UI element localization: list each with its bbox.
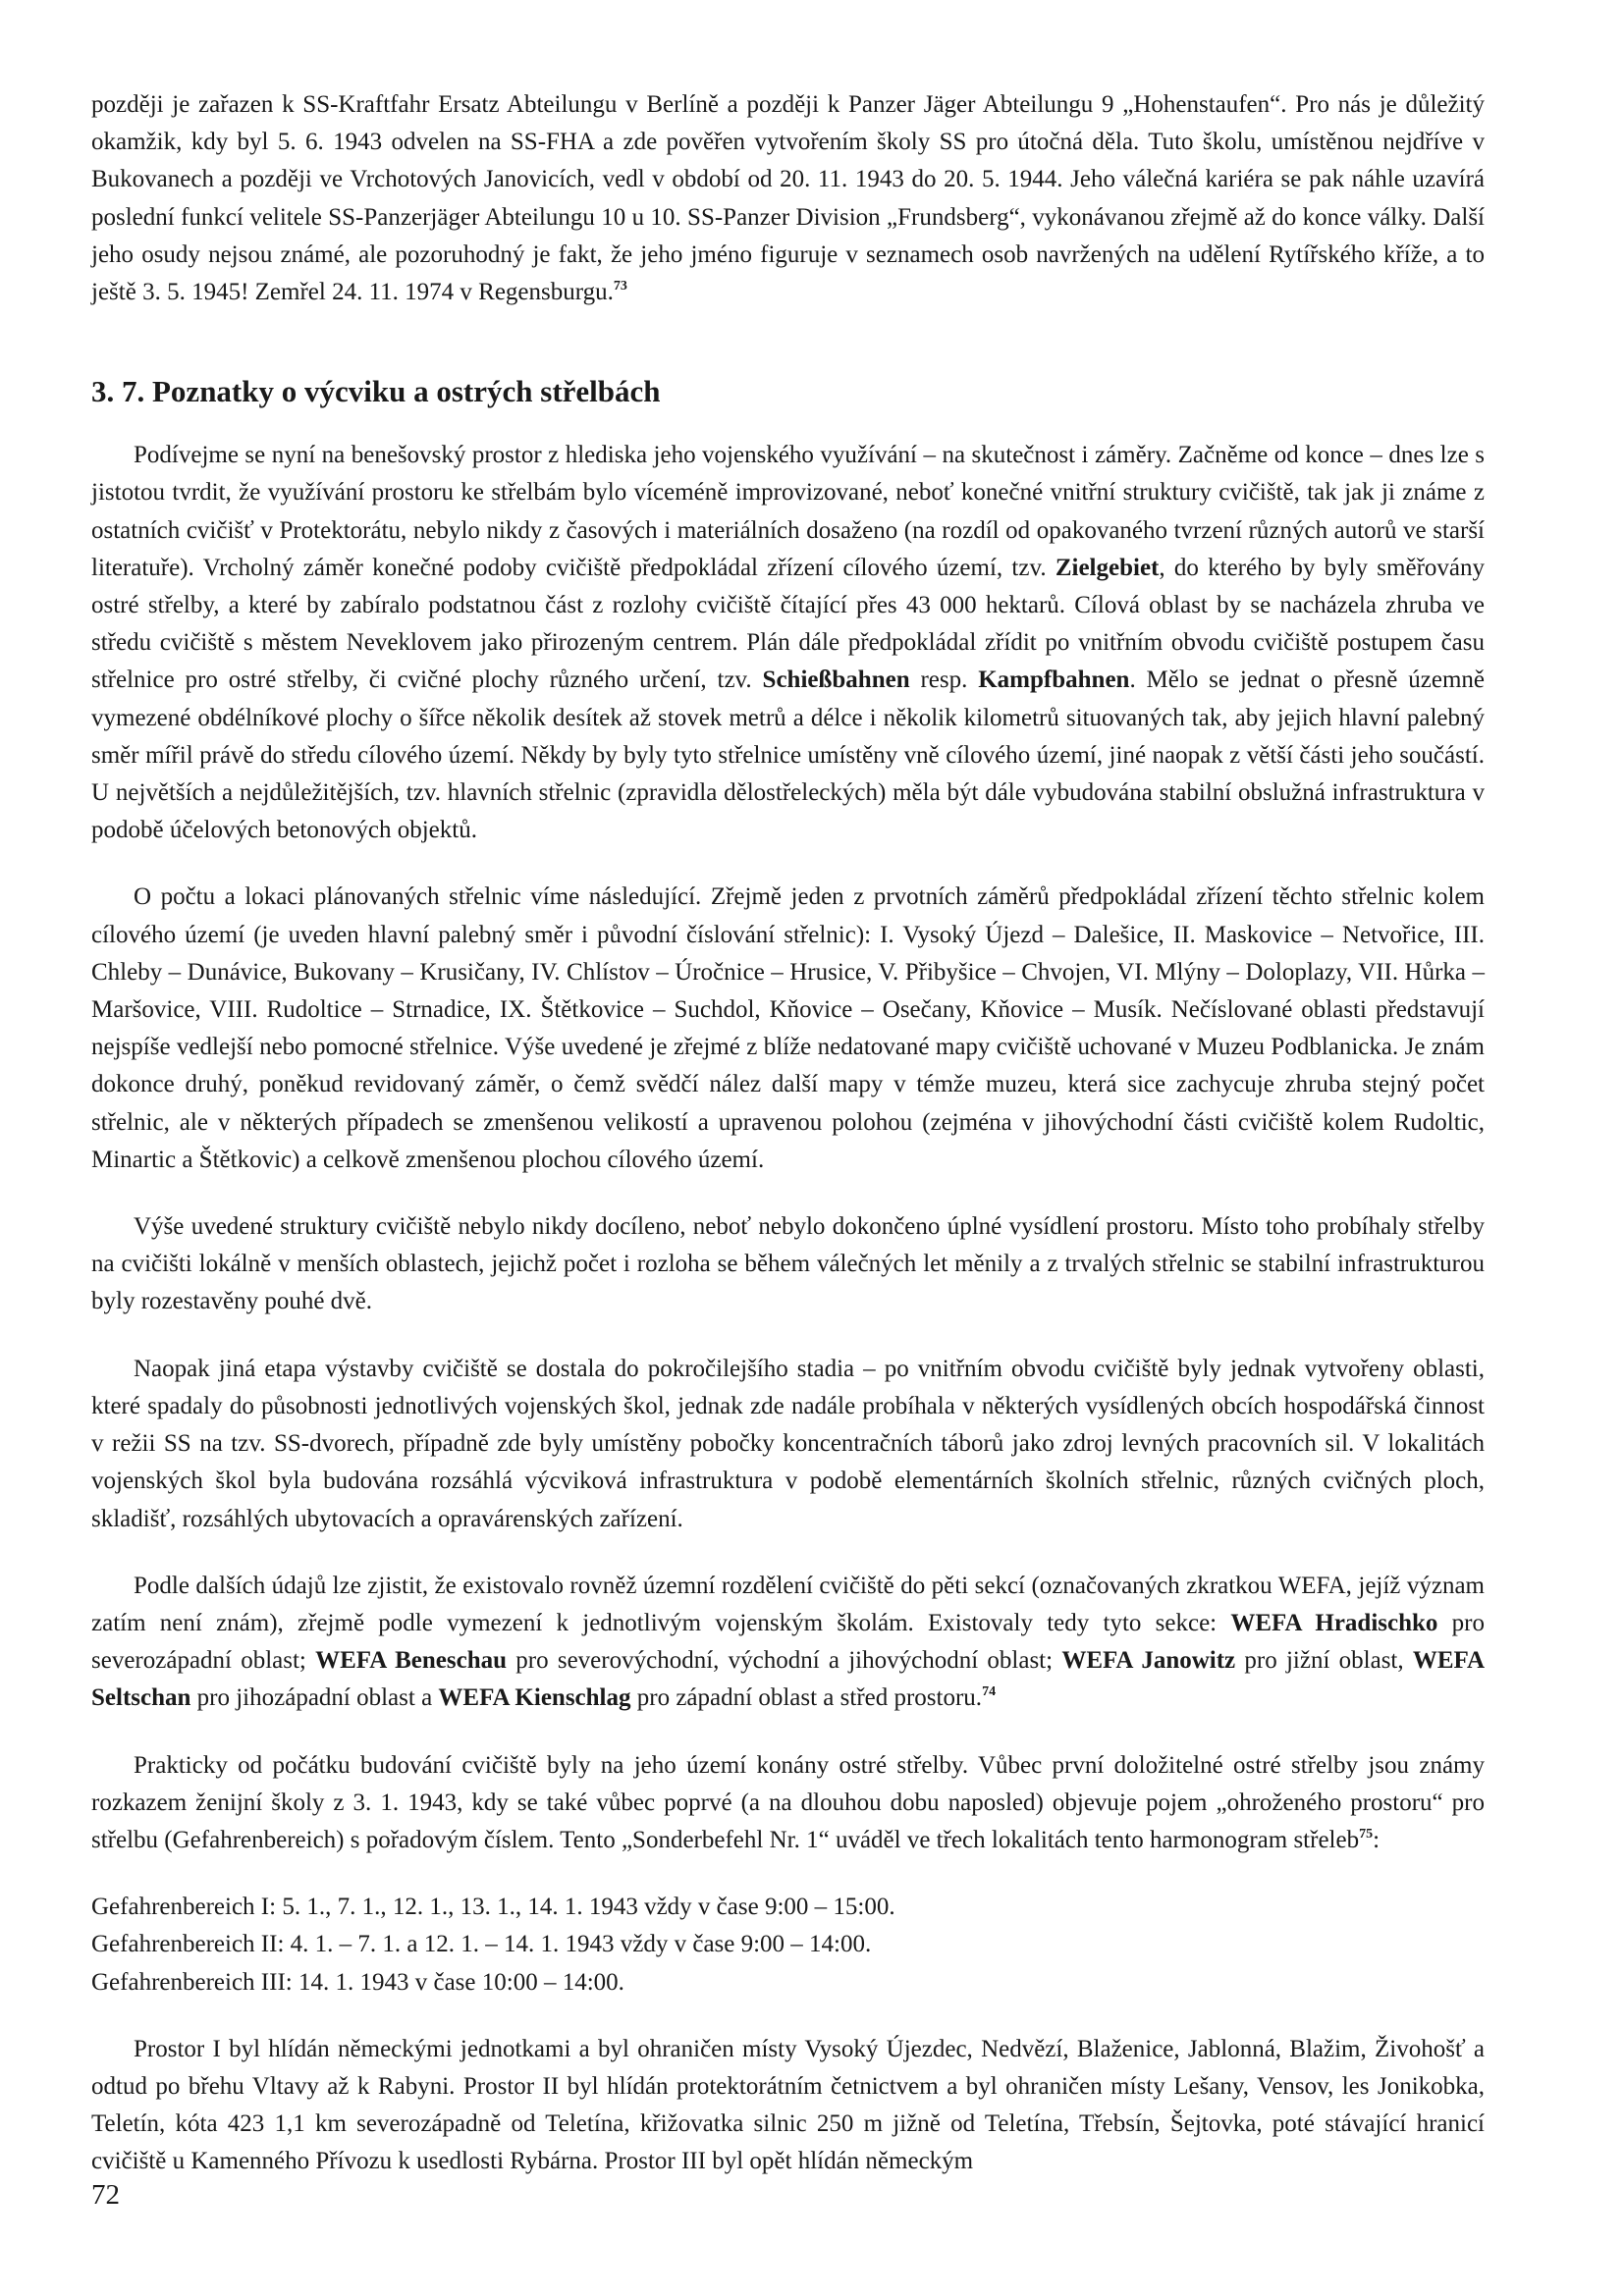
paragraph-spacer	[91, 849, 1485, 879]
footnote-ref[interactable]: 73	[613, 279, 627, 294]
term-schiessbahnen: Schießbahnen	[762, 667, 910, 694]
schedule-line: Gefahrenbereich III: 14. 1. 1943 v čase 10:00 – 14:00.	[91, 1968, 624, 1996]
paragraph-spacer	[91, 1538, 1485, 1568]
text-run: Prakticky od počátku budování cvičiště byly na jeho území konány ostré střelby. Vůbec první doložitelné ostré střelby jsou známy rozkazem ženijní školy z 3. 1. 1943, kdy se také vůbec poprvé (a na dlouhou dobu naposled) objevuje pojem „ohroženého prostoru“ pro střelbu (Gefahrenbereich) s pořadovým číslem. Tento „Sonderbefehl Nr. 1“ uváděl ve třech lokalitách tento harmonogram střeleb	[91, 1751, 1485, 1853]
term-zielgebiet: Zielgebiet	[1055, 554, 1160, 581]
schedule-line: Gefahrenbereich II: 4. 1. – 7. 1. a 12. 1. – 14. 1. 1943 vždy v čase 9:00 – 14:00.	[91, 1931, 872, 1958]
section-heading: 3. 7. Poznatky o výcviku a ostrých střelbách	[91, 374, 661, 409]
text-run: Podle dalších údajů lze zjistit, že existovalo rovněž územní rozdělení cvičiště do pěti sekcí (označovaných zkratkou WEFA, jejíž význam zatím není znám), zřejmě podle vymezení k jednotlivým vojenským školám. Existovaly tedy tyto sekce:	[91, 1572, 1485, 1636]
text-run: :	[1373, 1826, 1380, 1853]
text-run: pro severovýchodní, východní a jihovýchodní oblast;	[507, 1647, 1062, 1675]
text-run: Podívejme se nyní na benešovský prostor z hlediska jeho vojenského využívání – na skutečnost i záměry. Začněme od konce – dnes lze s jistotou tvrdit, že využívání prostoru ke střelbám bylo víceméně improvizované, neboť konečné vnitřní struktury cvičiště, tak jak ji známe z ostatních cvičišť v Protektorátu, nebylo nikdy z časových i materiálních dosaženo (na rozdíl od opakovaného tvrzení různých autorů ve starší literatuře). Vrcholný záměr konečné podoby cvičiště předpokládal zřízení cílového území, tzv.	[91, 442, 1485, 581]
text-run: pro jihozápadní oblast a	[190, 1684, 439, 1712]
footnote-ref[interactable]: 75	[1359, 1826, 1374, 1842]
intro-paragraph	[91, 86, 1485, 311]
paragraph-ranges: O počtu a lokaci plánovaných střelnic víme následující. Zřejmě jeden z prvotních záměrů předpokládal zřízení těchto střelnic kolem cílového území (je uveden hlavní palebný směr i původní číslování střelnic): I. Vysoký Újezd – Dalešice, II. Maskovice – Netvořice, III. Chleby – Dunávice, Bukovany – Krusičany, IV. Chlístov – Úročnice – Hrusice, V. Přibyšice – Chvojen, VI. Mlýny – Doloplazy, VII. Hůrka – Maršovice, VIII. Rudoltice – Strnadice, IX. Štětkovice – Suchdol, Kňovice – Osečany, Kňovice – Musík. Nečíslované oblasti představují nejspíše vedlejší nebo pomocné střelnice. Výše uvedené je zřejmé z blíže nedatované mapy cvičiště uchované v Muzeu Podblanicka. Je znám dokonce druhý, poněkud revidovaný záměr, o čemž svědčí nález další mapy v témže muzeu, která sice zachycuje zhruba stejný počet střelnic, ale v některých případech se zmenšenou velikostí a upravenou polohou (zejména v jihovýchodní části cvičiště kolem Rudoltic, Minartic a Štětkovic) a celkově zmenšenou plochou cílového území.	[91, 883, 1485, 1173]
paragraph-spacer	[91, 1179, 1485, 1208]
text-run: pro západní oblast a střed prostoru.	[630, 1684, 983, 1712]
schedule-line: Gefahrenbereich I: 5. 1., 7. 1., 12. 1., 13. 1., 14. 1. 1943 vždy v čase 9:00 – 15:00.	[91, 1894, 895, 1921]
term-wefa-seltschan: WEFA Seltschan	[91, 1647, 1486, 1712]
paragraph-spacer	[91, 1859, 1485, 1889]
term-wefa-kienschlag: WEFA Kienschlag	[438, 1684, 631, 1712]
footnote-ref[interactable]: 74	[982, 1684, 997, 1700]
term-wefa-hradischko: WEFA Hradischko	[1230, 1609, 1438, 1636]
document-page	[91, 86, 1485, 2181]
paragraph-wefa-sections	[91, 1568, 1485, 1718]
paragraph-boundaries: Prostor I byl hlídán německými jednotkami a byl ohraničen místy Vysoký Újezdec, Nedvězí, Blaženice, Jablonná, Blažim, Živohošť a odtud po břehu Vltavy až k Rabyni. Prostor II byl hlídán protektorátním četnictvem a byl ohraničen místy Lešany, Vensov, les Jonikobka, Teletín, kóta 423 1,1 km severozápadně od Teletína, křižovatka silnic 250 m jižně od Teletína, Třebsín, Šejtovka, poté stávající hranicí cvičiště u Kamenného Přívozu k usedlosti Rybárna. Prostor III byl opět hlídán německým	[91, 2035, 1485, 2175]
paragraph-spacer	[91, 1718, 1485, 1747]
intro-text: později je zařazen k SS-Kraftfahr Ersatz Abteilungu v Berlíně a později k Panzer Jäger Abteilungu 9 „Hohenstaufen“. Pro nás je důležitý okamžik, kdy byl 5. 6. 1943 odvelen na SS-FHA a zde pověřen vytvořením školy SS pro útočná děla. Tuto školu, umístěnou nejdříve v Bukovanech a později ve Vrchotových Janovicích, vedl v období od 20. 11. 1943 do 20. 5. 1944. Jeho válečná kariéra se pak náhle uzavírá poslední funkcí velitele SS-Panzerjäger Abteilungu 10 u 10. SS-Panzer Division „Frundsberg“, vykonávanou zřejmě až do konce války. Další jeho osudy nejsou známé, ale pozoruhodný je fakt, že jeho jméno figuruje v seznamech osob navržených na udělení Rytířského kříže, a to ještě 3. 5. 1945! Zemřel 24. 11. 1974 v Regensburgu.	[91, 91, 1485, 306]
paragraph-live-fire	[91, 1747, 1485, 1860]
term-kampfbahnen: Kampfbahnen	[978, 667, 1130, 694]
schedule-list	[91, 1889, 1485, 2002]
text-run: resp.	[909, 667, 979, 694]
paragraph-spacer	[91, 2002, 1485, 2031]
section-spacer	[91, 311, 1485, 372]
text-run: pro jižní oblast,	[1235, 1647, 1413, 1675]
paragraph-plan	[91, 437, 1485, 849]
page-number: 72	[91, 2179, 120, 2211]
paragraph-structure: Výše uvedené struktury cvičiště nebylo nikdy docíleno, neboť nebylo dokončeno úplné vysídlení prostoru. Místo toho probíhaly střelby na cvičišti lokálně v menších oblastech, jejichž počet i rozloha se během válečných let měnily a z trvalých střelnic se stabilní infrastrukturou byly rozestavěny pouhé dvě.	[91, 1213, 1485, 1315]
term-wefa-janowitz: WEFA Janowitz	[1061, 1647, 1236, 1675]
text-run: , do kterého by byly směřovány ostré střelby, a které by zabíralo podstatnou část z rozlohy cvičiště čítající přes 43 000 hektarů. Cílová oblast by se nacházela zhruba ve středu cvičiště s městem Neveklovem jako přirozeným centrem. Plán dále předpokládal zřídit po vnitřním obvodu cvičiště postupem času střelnice pro ostré střelby, či cvičné plochy různého určení, tzv.	[91, 554, 1485, 694]
paragraph-spacer	[91, 1321, 1485, 1351]
term-wefa-beneschau: WEFA Beneschau	[315, 1647, 508, 1675]
text-run: pro severozápadní oblast;	[91, 1609, 1485, 1675]
text-run: . Mělo se jednat o přesně územně vymezené obdélníkové plochy o šířce několik desítek až stovek metrů a délce i několik kilometrů situovaných tak, aby jejich hlavní palebný směr mířil právě do středu cílového území. Někdy by byly tyto střelnice umístěny vně cílového území, jiné naopak z větší části jeho součástí. U největších a nejdůležitějších, tzv. hlavních střelnic (zpravidla dělostřeleckých) měla být dále vybudována stabilní obslužná infrastruktura v podobě účelových betonových objektů.	[91, 667, 1485, 844]
paragraph-construction: Naopak jiná etapa výstavby cvičiště se dostala do pokročilejšího stadia – po vnitřním obvodu cvičiště byly jednak vytvořeny oblasti, které spadaly do působnosti jednotlivých vojenských škol, jednak zde nadále probíhala v některých vysídlených obcích hospodářská činnost v režii SS na tzv. SS-dvorech, případně zde byly umístěny pobočky koncentračních táborů jako zdroj levných pracovních sil. V lokalitách vojenských škol byla budována rozsáhlá výcviková infrastruktura v podobě elementárních školních střelnic, různých cvičných ploch, skladišť, rozsáhlých ubytovacích a opravárenských zařízení.	[91, 1355, 1485, 1532]
